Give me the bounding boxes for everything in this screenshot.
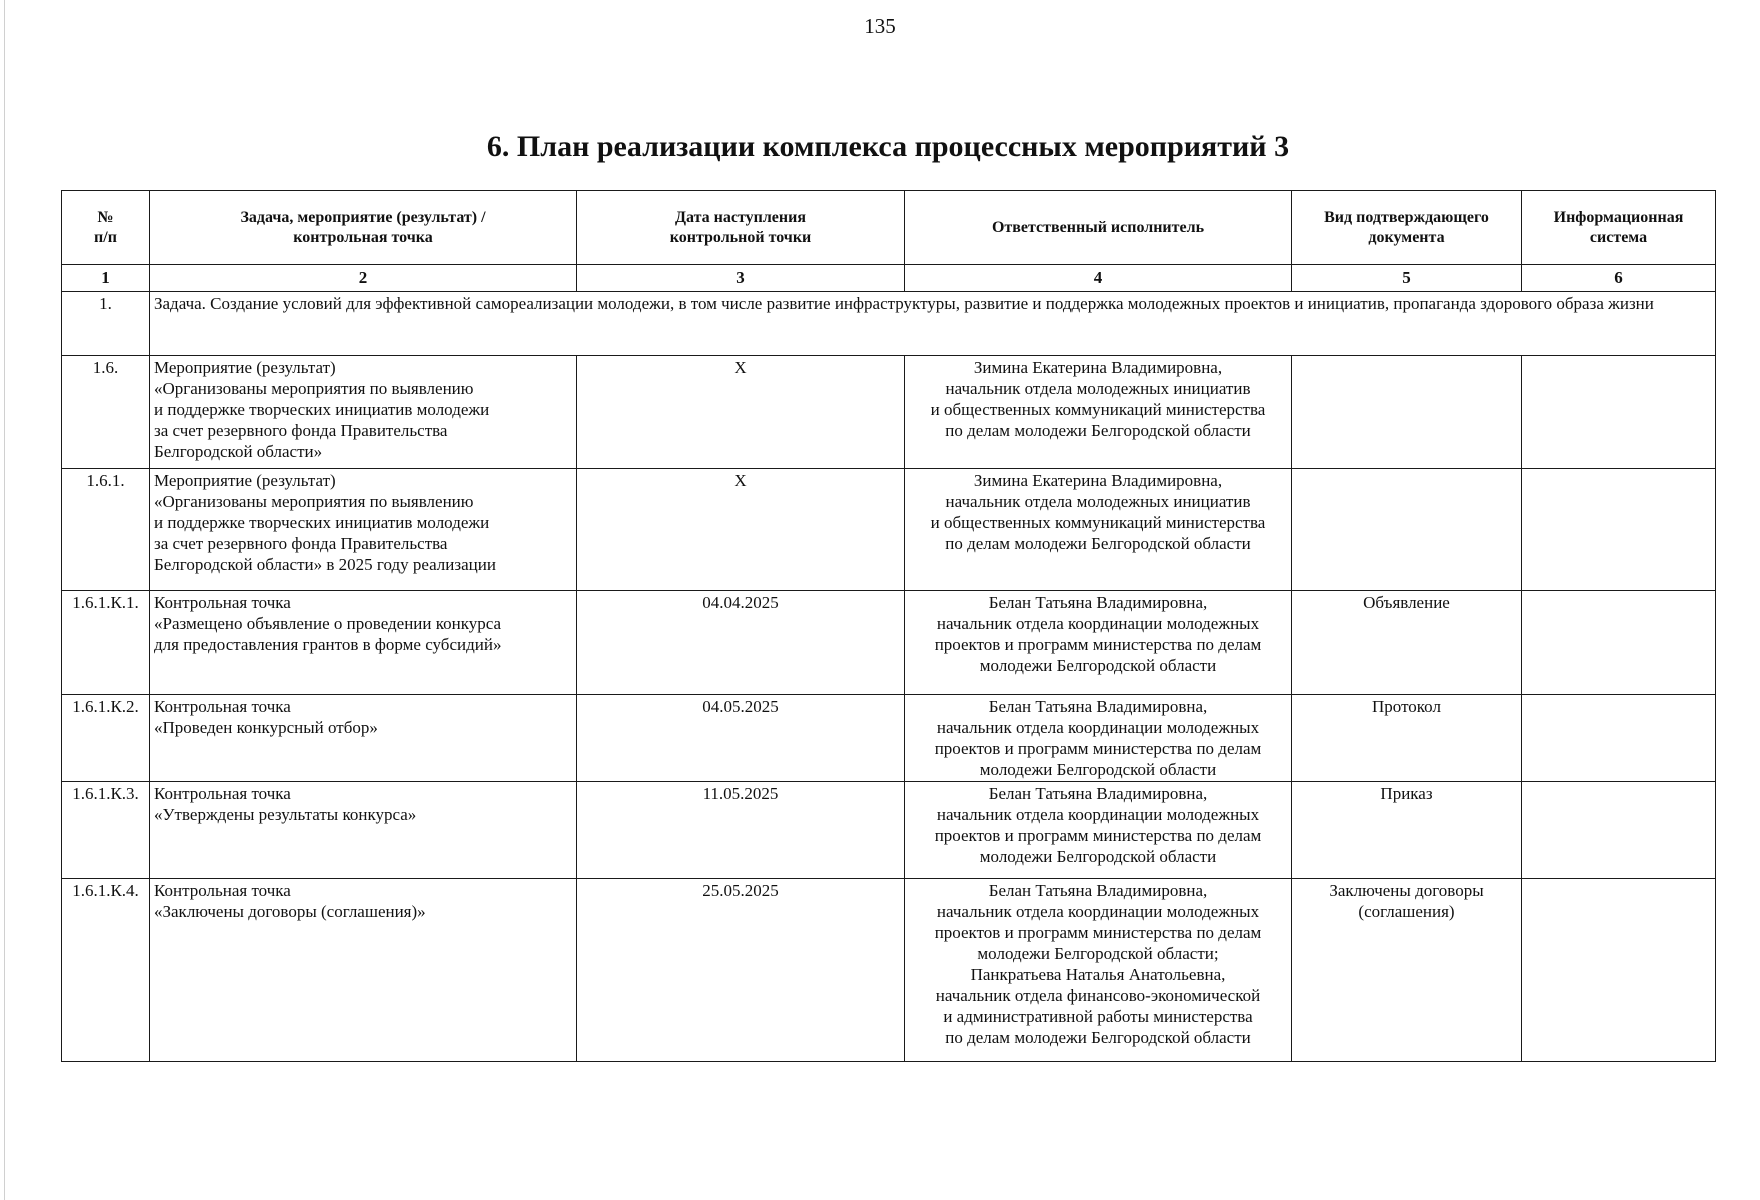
task-number: 1.	[62, 292, 150, 356]
row-date: 04.04.2025	[577, 591, 905, 695]
row-number: 1.6.1.К.1.	[62, 591, 150, 695]
row-system	[1522, 591, 1716, 695]
scan-edge-line	[4, 0, 5, 1200]
row-document: Протокол	[1292, 695, 1522, 782]
row-date: 04.05.2025	[577, 695, 905, 782]
column-number: 1	[62, 265, 150, 292]
column-number: 4	[905, 265, 1292, 292]
page-number: 135	[864, 14, 896, 38]
task-text: Задача. Создание условий для эффективной самореализации молодежи, в том числе развитие инфраструктуры, развитие и поддержка молодежных проектов и инициатив, пропаганда здорового образа жизни	[150, 292, 1716, 356]
row-document: Заключены договоры (соглашения)	[1292, 879, 1522, 1062]
row-date: X	[577, 356, 905, 469]
column-number: 5	[1292, 265, 1522, 292]
row-task: Контрольная точка «Заключены договоры (соглашения)»	[150, 879, 577, 1062]
row-task: Мероприятие (результат) «Организованы мероприятия по выявлению и поддержке творческих инициатив молодежи за счет резервного фонда Правительства Белгородской области»	[150, 356, 577, 469]
header-task: Задача, мероприятие (результат) / контрольная точка	[150, 191, 577, 265]
row-executor: Зимина Екатерина Владимировна, начальник отдела молодежных инициатив и общественных коммуникаций министерства по делам молодежи Белгородской области	[905, 469, 1292, 591]
column-number-row	[62, 265, 1716, 292]
row-executor: Белан Татьяна Владимировна, начальник отдела координации молодежных проектов и программ министерства по делам молодежи Белгородской области	[905, 591, 1292, 695]
row-number: 1.6.1.К.4.	[62, 879, 150, 1062]
row-document	[1292, 356, 1522, 469]
row-date: 25.05.2025	[577, 879, 905, 1062]
row-task: Контрольная точка «Проведен конкурсный отбор»	[150, 695, 577, 782]
row-date: X	[577, 469, 905, 591]
table-row	[62, 591, 1716, 695]
row-system	[1522, 356, 1716, 469]
row-system	[1522, 695, 1716, 782]
row-system	[1522, 879, 1716, 1062]
column-number: 2	[150, 265, 577, 292]
header-system: Информационная система	[1522, 191, 1716, 265]
row-executor: Белан Татьяна Владимировна, начальник отдела координации молодежных проектов и программ министерства по делам молодежи Белгородской области; Панкратьева Наталья Анатольевна, начальник отдела финансово-экономической и административной работы министерства по делам молодежи Белгородской области	[905, 879, 1292, 1062]
row-number: 1.6.1.	[62, 469, 150, 591]
row-executor: Зимина Екатерина Владимировна, начальник отдела молодежных инициатив и общественных коммуникаций министерства по делам молодежи Белгородской области	[905, 356, 1292, 469]
header-document: Вид подтверждающего документа	[1292, 191, 1522, 265]
table-row	[62, 356, 1716, 469]
row-executor: Белан Татьяна Владимировна, начальник отдела координации молодежных проектов и программ министерства по делам молодежи Белгородской области	[905, 695, 1292, 782]
row-document	[1292, 469, 1522, 591]
table-row	[62, 469, 1716, 591]
row-number: 1.6.1.К.3.	[62, 782, 150, 879]
row-date: 11.05.2025	[577, 782, 905, 879]
header-number: № п/п	[62, 191, 150, 265]
row-document: Приказ	[1292, 782, 1522, 879]
row-number: 1.6.1.К.2.	[62, 695, 150, 782]
row-document: Объявление	[1292, 591, 1522, 695]
row-task: Контрольная точка «Размещено объявление о проведении конкурса для предоставления грантов в форме субсидий»	[150, 591, 577, 695]
row-system	[1522, 469, 1716, 591]
table-row	[62, 695, 1716, 782]
table-row	[62, 879, 1716, 1062]
column-number: 3	[577, 265, 905, 292]
row-executor: Белан Татьяна Владимировна, начальник отдела координации молодежных проектов и программ министерства по делам молодежи Белгородской области	[905, 782, 1292, 879]
row-task: Мероприятие (результат) «Организованы мероприятия по выявлению и поддержке творческих инициатив молодежи за счет резервного фонда Правительства Белгородской области» в 2025 году реализации	[150, 469, 577, 591]
table-row	[62, 782, 1716, 879]
task-row	[62, 292, 1716, 356]
row-number: 1.6.	[62, 356, 150, 469]
column-number: 6	[1522, 265, 1716, 292]
header-executor: Ответственный исполнитель	[905, 191, 1292, 265]
row-system	[1522, 782, 1716, 879]
document-title: 6. План реализации комплекса процессных мероприятий 3	[486, 130, 1290, 163]
implementation-plan-table	[61, 190, 1716, 1062]
table-header-row	[62, 191, 1716, 265]
header-date: Дата наступления контрольной точки	[577, 191, 905, 265]
row-task: Контрольная точка «Утверждены результаты конкурса»	[150, 782, 577, 879]
